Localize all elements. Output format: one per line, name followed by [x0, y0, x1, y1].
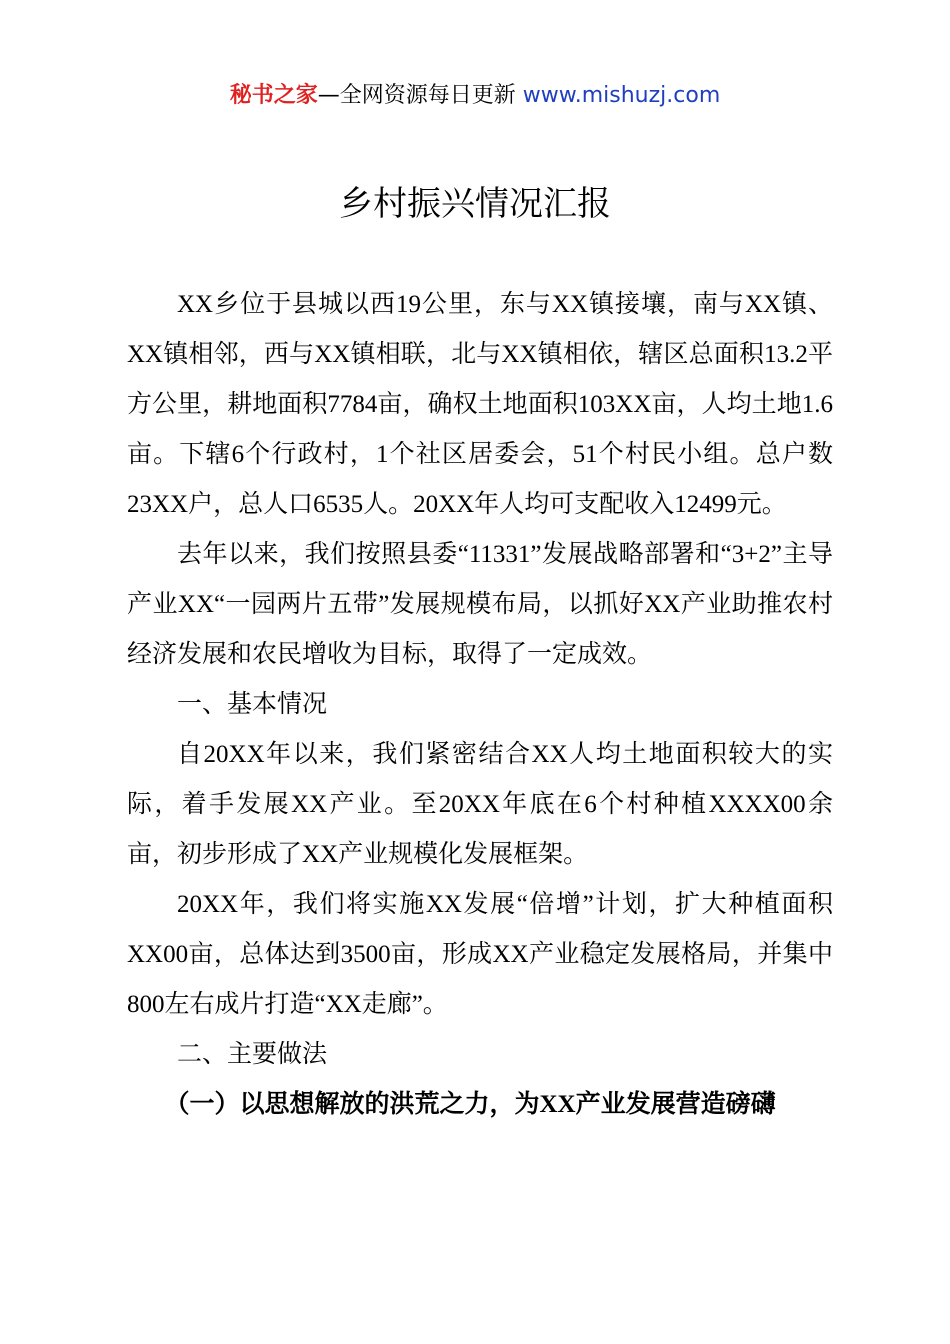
intro-paragraph: XX乡位于县城以西19公里，东与XX镇接壤，南与XX镇、XX镇相邻，西与XX镇相联，北与XX镇相依，辖区总面积13.2平方公里，耕地面积7784亩，确权土地面积103XX亩，人均土地1.6亩。下辖6个行政村，1个社区居委会，51个村民小组。总户数23XX户，总人口6535人。20XX年人均可支配收入12499元。: [127, 291, 833, 518]
brand-name: 秘书之家: [229, 83, 318, 108]
summary-paragraph: 去年以来，我们按照县委“11331”发展战略部署和“3+2”主导产业XX“一园两片五带”发展规模布局，以抓好XX产业助推农村经济发展和农民增收为目标，取得了一定成效。: [127, 541, 833, 668]
header-tagline: —全网资源每日更新: [317, 83, 523, 108]
site-header: [0, 80, 950, 112]
basic-situation-paragraph: 自20XX年以来，我们紧密结合XX人均土地面积较大的实际，着手发展XX产业。至20XX年底在6个村种植XXXX00余亩，初步形成了XX产业规模化发展框架。: [127, 741, 833, 868]
site-url-link[interactable]: www.mishuzj.com: [522, 83, 721, 108]
document-body: [127, 280, 833, 1130]
section-heading-basic-situation: 一、基本情况: [177, 691, 328, 718]
subsection-heading-1: （一）以思想解放的洪荒之力，为XX产业发展营造磅礴: [164, 1091, 776, 1118]
plan-paragraph: 20XX年，我们将实施XX发展“倍增”计划，扩大种植面积XX00亩，总体达到3500亩，形成XX产业稳定发展格局，并集中800左右成片打造“XX走廊”。: [127, 891, 833, 1018]
document-title: 乡村振兴情况汇报: [339, 184, 611, 224]
section-heading-main-practices: 二、主要做法: [177, 1041, 328, 1068]
